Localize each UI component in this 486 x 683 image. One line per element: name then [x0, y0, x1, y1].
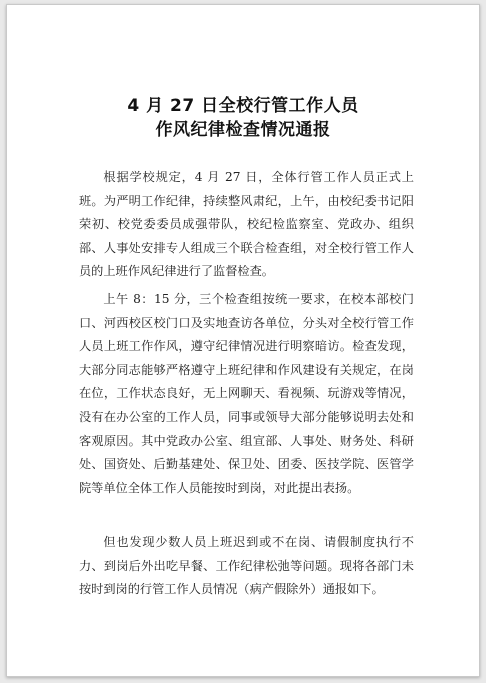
document-title-line-2: 作风纪律检查情况通报 — [155, 120, 331, 140]
document-title-line-1: 4 月 27 日全校行管工作人员 — [127, 96, 359, 116]
document-page — [6, 4, 480, 677]
body-paragraph-3: 但也发现少数人员上班迟到或不在岗、请假制度执行不力、到岗后外出吃早餐、工作纪律松弛等问题。现将各部门未按时到岗的行管工作人员情况（病产假除外）通报如下。 — [79, 535, 414, 597]
body-paragraph-1: 根据学校规定，4 月 27 日，全体行管工作人员正式上班。为严明工作纪律，持续整风肃纪，上午，由校纪委书记阳荣初、校党委委员成强带队，校纪检监察室、党政办、组织部、人事处安排专人组成三个联合检查组，对全校行管工作人员的上班作风纪律进行了监督检查。 — [79, 170, 414, 279]
body-paragraph-2: 上午 8：15 分，三个检查组按统一要求，在校本部校门口、河西校区校门口及实地查访各单位，分头对全校行管工作人员上班工作作风，遵守纪律情况进行明察暗访。检查发现，大部分同志能够严格遵守上班纪律和作风建设有关规定，在岗在位，工作状态良好，无上网聊天、看视频、玩游戏等情况，没有在办公室的工作人员，同事或领导大部分能够说明去处和客观原因。其中党政办公室、组宣部、人事处、财务处、科研处、国资处、后勤基建处、保卫处、团委、医技学院、医管学院等单位全体工作人员能按时到岗，对此提出表扬。 — [79, 292, 414, 495]
